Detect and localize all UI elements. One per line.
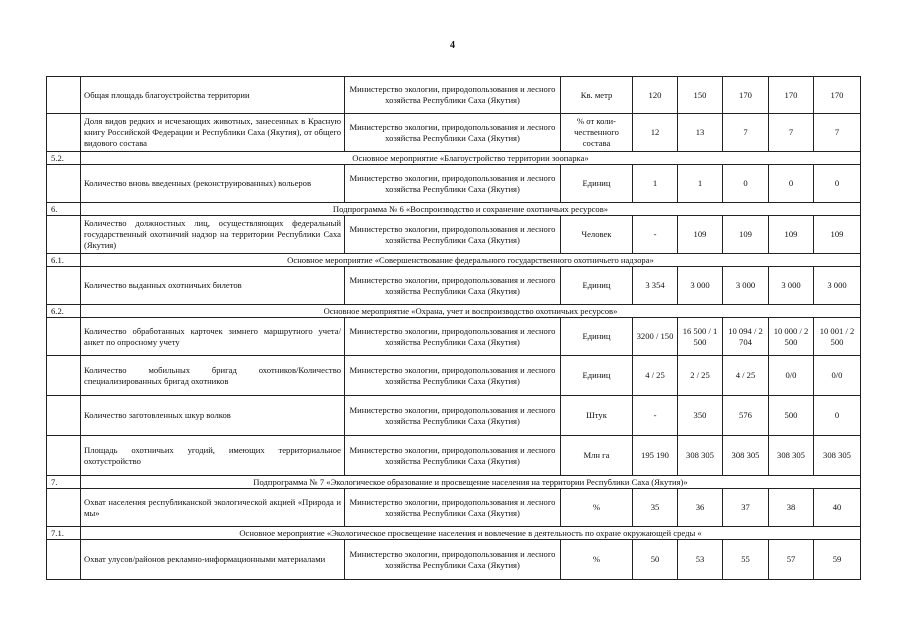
indicator-value: 35 [633, 489, 678, 527]
section-row [47, 203, 861, 216]
unit-of-measure: Млн га [561, 436, 633, 476]
responsible-executor: Министерство экологии, природопользования и лесного хозяйства Республики Саха (Якутия) [345, 216, 561, 254]
indicator-value: 3200 / 150 [633, 318, 678, 356]
indicator-value: 0 [814, 165, 861, 203]
indicator-name: Количество мобильных бригад охотников/Количество специализированных бригад охотников [81, 356, 345, 396]
row-number: 6.1. [47, 254, 81, 267]
indicator-value: 0 [769, 165, 814, 203]
indicator-value: 3 000 [723, 267, 769, 305]
indicator-value: 120 [633, 77, 678, 114]
row-number [47, 436, 81, 476]
row-number [47, 267, 81, 305]
indicator-value: 57 [769, 540, 814, 580]
indicator-value: 10 001 / 2 500 [814, 318, 861, 356]
indicators-table [46, 76, 861, 580]
indicator-value: 170 [814, 77, 861, 114]
unit-of-measure: Единиц [561, 267, 633, 305]
section-title: Основное мероприятие «Благоустройство территории зоопарка» [81, 152, 861, 165]
indicator-value: 59 [814, 540, 861, 580]
indicator-value: 12 [633, 114, 678, 152]
indicator-value: 1 [633, 165, 678, 203]
indicator-value: 16 500 / 1 500 [678, 318, 723, 356]
row-number [47, 165, 81, 203]
indicator-value: 109 [769, 216, 814, 254]
indicator-value: 7 [769, 114, 814, 152]
row-number [47, 396, 81, 436]
indicator-value: 150 [678, 77, 723, 114]
row-number [47, 318, 81, 356]
responsible-executor: Министерство экологии, природопользования и лесного хозяйства Республики Саха (Якутия) [345, 436, 561, 476]
section-row [47, 254, 861, 267]
indicator-value: 0/0 [814, 356, 861, 396]
row-number: 7.1. [47, 527, 81, 540]
row-number [47, 356, 81, 396]
section-row [47, 476, 861, 489]
indicator-value: 109 [678, 216, 723, 254]
responsible-executor: Министерство экологии, природопользования и лесного хозяйства Республики Саха (Якутия) [345, 540, 561, 580]
row-number [47, 216, 81, 254]
row-number: 7. [47, 476, 81, 489]
indicator-value: 195 190 [633, 436, 678, 476]
indicator-value: 7 [814, 114, 861, 152]
section-row [47, 152, 861, 165]
table-row [47, 114, 861, 152]
indicator-value: 0/0 [769, 356, 814, 396]
unit-of-measure: % [561, 489, 633, 527]
responsible-executor: Министерство экологии, природопользования и лесного хозяйства Республики Саха (Якутия) [345, 77, 561, 114]
indicator-value: 40 [814, 489, 861, 527]
table-row [47, 356, 861, 396]
unit-of-measure: Кв. метр [561, 77, 633, 114]
row-number [47, 489, 81, 527]
row-number [47, 114, 81, 152]
table-row [47, 436, 861, 476]
indicator-value: 3 000 [814, 267, 861, 305]
indicator-value: 10 094 / 2 704 [723, 318, 769, 356]
indicator-name: Количество выданных охотничьих билетов [81, 267, 345, 305]
row-number: 6.2. [47, 305, 81, 318]
table-row [47, 318, 861, 356]
indicator-value: 308 305 [814, 436, 861, 476]
indicator-name: Количество должностных лиц, осуществляющих федеральный государственный охотничий надзор на территории Республики Саха (Якутия) [81, 216, 345, 254]
indicator-value: 576 [723, 396, 769, 436]
indicator-value: 0 [814, 396, 861, 436]
unit-of-measure: Единиц [561, 165, 633, 203]
unit-of-measure: Единиц [561, 318, 633, 356]
indicator-value: 170 [769, 77, 814, 114]
indicator-value: 308 305 [678, 436, 723, 476]
indicator-name: Площадь охотничьих угодий, имеющих территориальное охотустройство [81, 436, 345, 476]
table-row [47, 396, 861, 436]
indicator-value: 4 / 25 [633, 356, 678, 396]
indicator-value: 3 000 [769, 267, 814, 305]
indicator-value: 308 305 [769, 436, 814, 476]
page-number: 4 [450, 40, 455, 51]
indicator-value: 4 / 25 [723, 356, 769, 396]
indicator-value: 3 000 [678, 267, 723, 305]
responsible-executor: Министерство экологии, природопользования и лесного хозяйства Республики Саха (Якутия) [345, 267, 561, 305]
indicator-value: 55 [723, 540, 769, 580]
responsible-executor: Министерство экологии, природопользования и лесного хозяйства Республики Саха (Якутия) [345, 356, 561, 396]
indicator-value: 0 [723, 165, 769, 203]
section-title: Подпрограмма № 7 «Экологическое образование и просвещение населения на территории Республики Саха (Якутия)» [81, 476, 861, 489]
indicator-name: Охват населения республиканской экологической акцией «Природа и мы» [81, 489, 345, 527]
table-row [47, 267, 861, 305]
indicator-value: 109 [723, 216, 769, 254]
section-row [47, 527, 861, 540]
responsible-executor: Министерство экологии, природопользования и лесного хозяйства Республики Саха (Якутия) [345, 318, 561, 356]
table-body [47, 77, 861, 580]
unit-of-measure: Человек [561, 216, 633, 254]
indicator-name: Количество обработанных карточек зимнего маршрутного учета/анкет по опросному учету [81, 318, 345, 356]
indicator-name: Доля видов редких и исчезающих животных, занесенных в Красную книгу Российской Федерации и Республики Саха (Якутия), от общего видового состава [81, 114, 345, 152]
row-number [47, 540, 81, 580]
indicator-value: 36 [678, 489, 723, 527]
table-row [47, 165, 861, 203]
indicator-name: Охват улусов/районов рекламно-информационными материалами [81, 540, 345, 580]
indicator-value: 38 [769, 489, 814, 527]
indicator-name: Количество вновь введенных (реконструированных) вольеров [81, 165, 345, 203]
responsible-executor: Министерство экологии, природопользования и лесного хозяйства Республики Саха (Якутия) [345, 114, 561, 152]
indicator-name: Количество заготовленных шкур волков [81, 396, 345, 436]
row-number: 6. [47, 203, 81, 216]
indicator-value: 308 305 [723, 436, 769, 476]
section-row [47, 305, 861, 318]
indicator-value: 1 [678, 165, 723, 203]
responsible-executor: Министерство экологии, природопользования и лесного хозяйства Республики Саха (Якутия) [345, 165, 561, 203]
section-title: Основное мероприятие «Совершенствование федерального государственного охотничьего надзора» [81, 254, 861, 267]
indicator-value: 350 [678, 396, 723, 436]
responsible-executor: Министерство экологии, природопользования и лесного хозяйства Республики Саха (Якутия) [345, 489, 561, 527]
unit-of-measure: Штук [561, 396, 633, 436]
table-row [47, 77, 861, 114]
unit-of-measure: % [561, 540, 633, 580]
indicator-value: 37 [723, 489, 769, 527]
unit-of-measure: % от коли-чественного состава [561, 114, 633, 152]
indicator-value: 109 [814, 216, 861, 254]
row-number [47, 77, 81, 114]
table-row [47, 216, 861, 254]
indicator-value: 3 354 [633, 267, 678, 305]
section-title: Основное мероприятие «Экологическое просвещение населения и вовлечение в деятельность по охране окружающей среды « [81, 527, 861, 540]
indicator-value: 53 [678, 540, 723, 580]
indicator-value: 10 000 / 2 500 [769, 318, 814, 356]
indicator-value: - [633, 396, 678, 436]
indicator-value: 50 [633, 540, 678, 580]
indicator-value: 170 [723, 77, 769, 114]
indicator-value: 500 [769, 396, 814, 436]
responsible-executor: Министерство экологии, природопользования и лесного хозяйства Республики Саха (Якутия) [345, 396, 561, 436]
row-number: 5.2. [47, 152, 81, 165]
indicator-value: 2 / 25 [678, 356, 723, 396]
indicator-name: Общая площадь благоустройства территории [81, 77, 345, 114]
indicator-value: - [633, 216, 678, 254]
section-title: Основное мероприятие «Охрана, учет и воспроизводство охотничьих ресурсов» [81, 305, 861, 318]
section-title: Подпрограмма № 6 «Воспроизводство и сохранение охотничьих ресурсов» [81, 203, 861, 216]
unit-of-measure: Единиц [561, 356, 633, 396]
indicator-value: 7 [723, 114, 769, 152]
indicator-value: 13 [678, 114, 723, 152]
table-row [47, 489, 861, 527]
table-row [47, 540, 861, 580]
